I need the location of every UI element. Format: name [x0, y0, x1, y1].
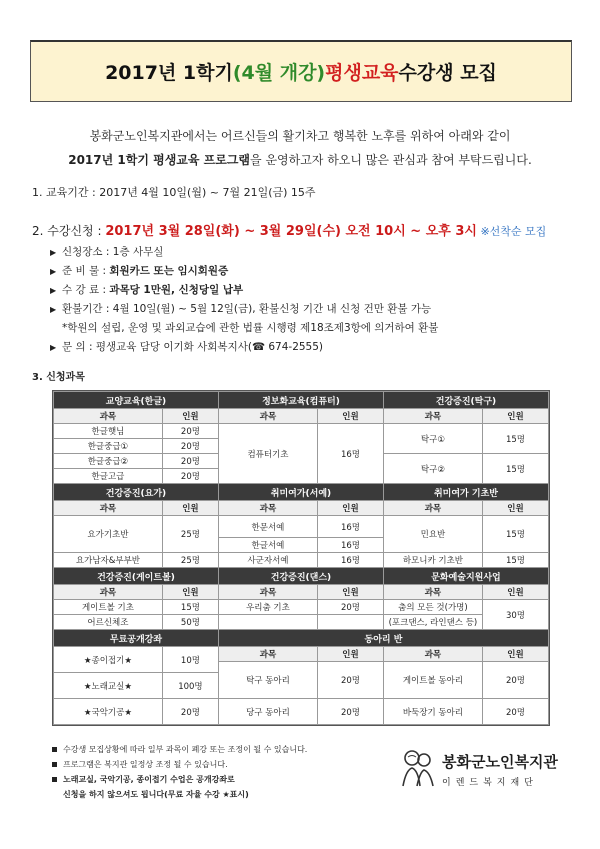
note-text: 수강생 모집상황에 따라 일부 과목이 폐강 또는 조정이 될 수 있습니다.	[63, 745, 308, 754]
table-cell: 한글햇님	[54, 424, 163, 439]
header-tabletennis: 건강증진(탁구)	[383, 392, 548, 409]
intro-text	[20, 124, 580, 172]
table-cell: 16명	[317, 553, 383, 568]
square-bullet-icon	[52, 747, 57, 752]
table-cell: 컴퓨터기초	[218, 424, 317, 484]
col-subject: 과목	[218, 501, 317, 516]
col-subject: 과목	[54, 409, 163, 424]
registration-period	[32, 220, 546, 239]
table-cell	[218, 615, 317, 630]
table-cell: 20명	[162, 469, 218, 484]
table-cell: 25명	[162, 516, 218, 553]
table-cell: 한문서예	[218, 516, 317, 538]
table-cell: 15명	[482, 516, 548, 553]
note-item	[52, 772, 307, 787]
col-subject: 과목	[383, 585, 482, 600]
table-cell: 춤의 모든 것(가명)	[383, 600, 482, 615]
table-cell: 20명	[317, 600, 383, 615]
table-cell: 15명	[482, 424, 548, 454]
intro-program-name: 2017년 1학기 평생교육 프로그램	[68, 153, 251, 167]
note-text: 노래교실, 국악기공, 종이접기 수업은 공개강좌로	[63, 775, 235, 784]
registration-label: 2. 수강신청 :	[32, 224, 106, 238]
table-cell: 탁구 동아리	[218, 662, 317, 699]
table-cell: ★국악기공★	[54, 699, 163, 725]
table-cell: 하모니카 기초반	[383, 553, 482, 568]
table-cell: 16명	[317, 424, 383, 484]
table-cell: 15명	[482, 553, 548, 568]
subjects-table	[52, 390, 550, 726]
table-cell: 한글고급	[54, 469, 163, 484]
col-subject: 과목	[383, 409, 482, 424]
intro-line-1: 봉화군노인복지관에서는 어르신들의 활기차고 행복한 노후를 위하여 아래와 같이	[89, 129, 511, 143]
registration-details	[50, 243, 438, 357]
col-count: 인원	[317, 585, 383, 600]
table-cell: 탁구①	[383, 424, 482, 454]
header-free-lecture: 무료공개강좌	[54, 630, 219, 647]
table-cell: 20명	[162, 454, 218, 469]
detail-text: *학원의 설립, 운영 및 과외교습에 관한 법률 시행령 제18조제3항에 의거하여 환불	[62, 322, 439, 334]
col-count: 인원	[482, 409, 548, 424]
table-cell: 한글서예	[218, 538, 317, 553]
detail-supplies	[50, 262, 438, 281]
table-cell: 20명	[162, 699, 218, 725]
table-cell: 게이트볼 동아리	[383, 662, 482, 699]
triangle-bullet-icon: ▶	[50, 267, 57, 276]
table-cell: 20명	[317, 699, 383, 725]
col-subject: 과목	[218, 409, 317, 424]
header-dance: 건강증진(댄스)	[218, 568, 383, 585]
header-culture: 문화예술지원사업	[383, 568, 548, 585]
header-korean: 교양교육(한글)	[54, 392, 219, 409]
detail-text: 수 강 료 :	[62, 284, 110, 296]
header-computer: 정보화교육(컴퓨터)	[218, 392, 383, 409]
col-count: 인원	[317, 409, 383, 424]
col-subject: 과목	[218, 585, 317, 600]
table-cell: 한글중급②	[54, 454, 163, 469]
square-bullet-icon	[52, 762, 57, 767]
table-cell	[317, 615, 383, 630]
detail-bold: 회원카드 또는 임시회원증	[109, 265, 229, 277]
title-opening: (4월 개강)	[232, 62, 326, 84]
detail-text: 준 비 물 :	[62, 265, 110, 277]
elderly-couple-icon	[400, 748, 436, 790]
table-cell: 15명	[482, 454, 548, 484]
table-cell: ★노래교실★	[54, 673, 163, 699]
note-item	[52, 742, 307, 757]
title-program: 평생교육	[325, 62, 399, 84]
header-yoga: 건강증진(요가)	[54, 484, 219, 501]
detail-refund	[50, 300, 438, 319]
col-count: 인원	[482, 585, 548, 600]
note-text: 프로그램은 복지관 일정상 조정 될 수 있습니다.	[63, 760, 228, 769]
table-cell: 20명	[482, 699, 548, 725]
table-cell: 한글중급①	[54, 439, 163, 454]
table-cell: 100명	[162, 673, 218, 699]
welfare-center-logo	[400, 744, 570, 794]
table-cell: ★종이접기★	[54, 647, 163, 673]
table-cell: 25명	[162, 553, 218, 568]
col-count: 인원	[162, 501, 218, 516]
intro-line-2	[20, 148, 580, 172]
col-count: 인원	[482, 647, 548, 662]
col-count: 인원	[317, 647, 383, 662]
header-gateball: 건강증진(게이트볼)	[54, 568, 219, 585]
table-cell: 요가기초반	[54, 516, 163, 553]
col-count: 인원	[162, 409, 218, 424]
note-item-continued: 신청을 하지 않으셔도 됩니다(무료 자율 수강 ★표시)	[63, 790, 249, 799]
table-cell: 20명	[162, 439, 218, 454]
detail-text: 환불기간 : 4월 10일(월) ~ 5월 12일(금), 환불신청 기간 내 신청 건만 환불 가능	[62, 303, 432, 315]
table-cell: 30명	[482, 600, 548, 630]
detail-refund-law	[50, 319, 438, 338]
table-cell: 50명	[162, 615, 218, 630]
detail-place	[50, 243, 438, 262]
header-hobby-basic: 취미여가 기초반	[383, 484, 548, 501]
note-item	[52, 757, 307, 772]
col-count: 인원	[482, 501, 548, 516]
detail-text: 문 의 : 평생교육 담당 이기화 사회복지사(☎ 674-2555)	[62, 341, 324, 353]
education-period: 1. 교육기간 : 2017년 4월 10일(월) ~ 7월 21일(금) 15주	[32, 186, 316, 199]
triangle-bullet-icon: ▶	[50, 305, 57, 314]
logo-name: 봉화군노인복지관	[442, 752, 558, 771]
table-cell: 15명	[162, 600, 218, 615]
header-club: 동아리 반	[218, 630, 548, 647]
table-cell: 16명	[317, 538, 383, 553]
notes	[52, 742, 307, 802]
table-cell: 탁구②	[383, 454, 482, 484]
col-subject: 과목	[54, 585, 163, 600]
title-year: 2017년 1학기	[105, 62, 233, 84]
table-cell: 20명	[482, 662, 548, 699]
col-count: 인원	[162, 585, 218, 600]
table-cell: 어르신체조	[54, 615, 163, 630]
detail-fee	[50, 281, 438, 300]
triangle-bullet-icon: ▶	[50, 248, 57, 257]
table-cell: 20명	[162, 424, 218, 439]
table-cell: 사군자서예	[218, 553, 317, 568]
triangle-bullet-icon: ▶	[50, 286, 57, 295]
col-subject: 과목	[383, 647, 482, 662]
table-cell: 16명	[317, 516, 383, 538]
detail-bold: 과목당 1만원, 신청당일 납부	[109, 284, 244, 296]
col-count: 인원	[317, 501, 383, 516]
detail-text: 신청장소 : 1층 사무실	[62, 246, 164, 258]
table-cell: 10명	[162, 647, 218, 673]
square-bullet-icon	[52, 777, 57, 782]
table-cell: 우리춤 기초	[218, 600, 317, 615]
logo-subtitle: 이렌드복지재단	[442, 777, 538, 788]
first-come-note: ※선착순 모집	[476, 225, 547, 238]
col-subject: 과목	[54, 501, 163, 516]
table-cell: 당구 동아리	[218, 699, 317, 725]
triangle-bullet-icon: ▶	[50, 343, 57, 352]
detail-contact	[50, 338, 438, 357]
col-subject: 과목	[383, 501, 482, 516]
col-subject: 과목	[218, 647, 317, 662]
table-cell: 민요반	[383, 516, 482, 553]
table-cell: (포크댄스, 라인댄스 등)	[383, 615, 482, 630]
table-cell: 요가남자&부부반	[54, 553, 163, 568]
table-cell: 게이트볼 기초	[54, 600, 163, 615]
title-recruit: 수강생 모집	[398, 62, 497, 84]
header-calligraphy: 취미여가(서예)	[218, 484, 383, 501]
table-cell: 바둑장기 동아리	[383, 699, 482, 725]
subjects-heading: 3. 신청과목	[32, 372, 85, 383]
table-cell: 20명	[317, 662, 383, 699]
registration-dates: 2017년 3월 28일(화) ~ 3월 29일(수) 오전 10시 ~ 오후 3시	[105, 224, 477, 239]
page-title	[30, 40, 572, 102]
intro-line-2-rest: 을 운영하고자 하오니 많은 관심과 참여 부탁드립니다.	[250, 153, 532, 167]
